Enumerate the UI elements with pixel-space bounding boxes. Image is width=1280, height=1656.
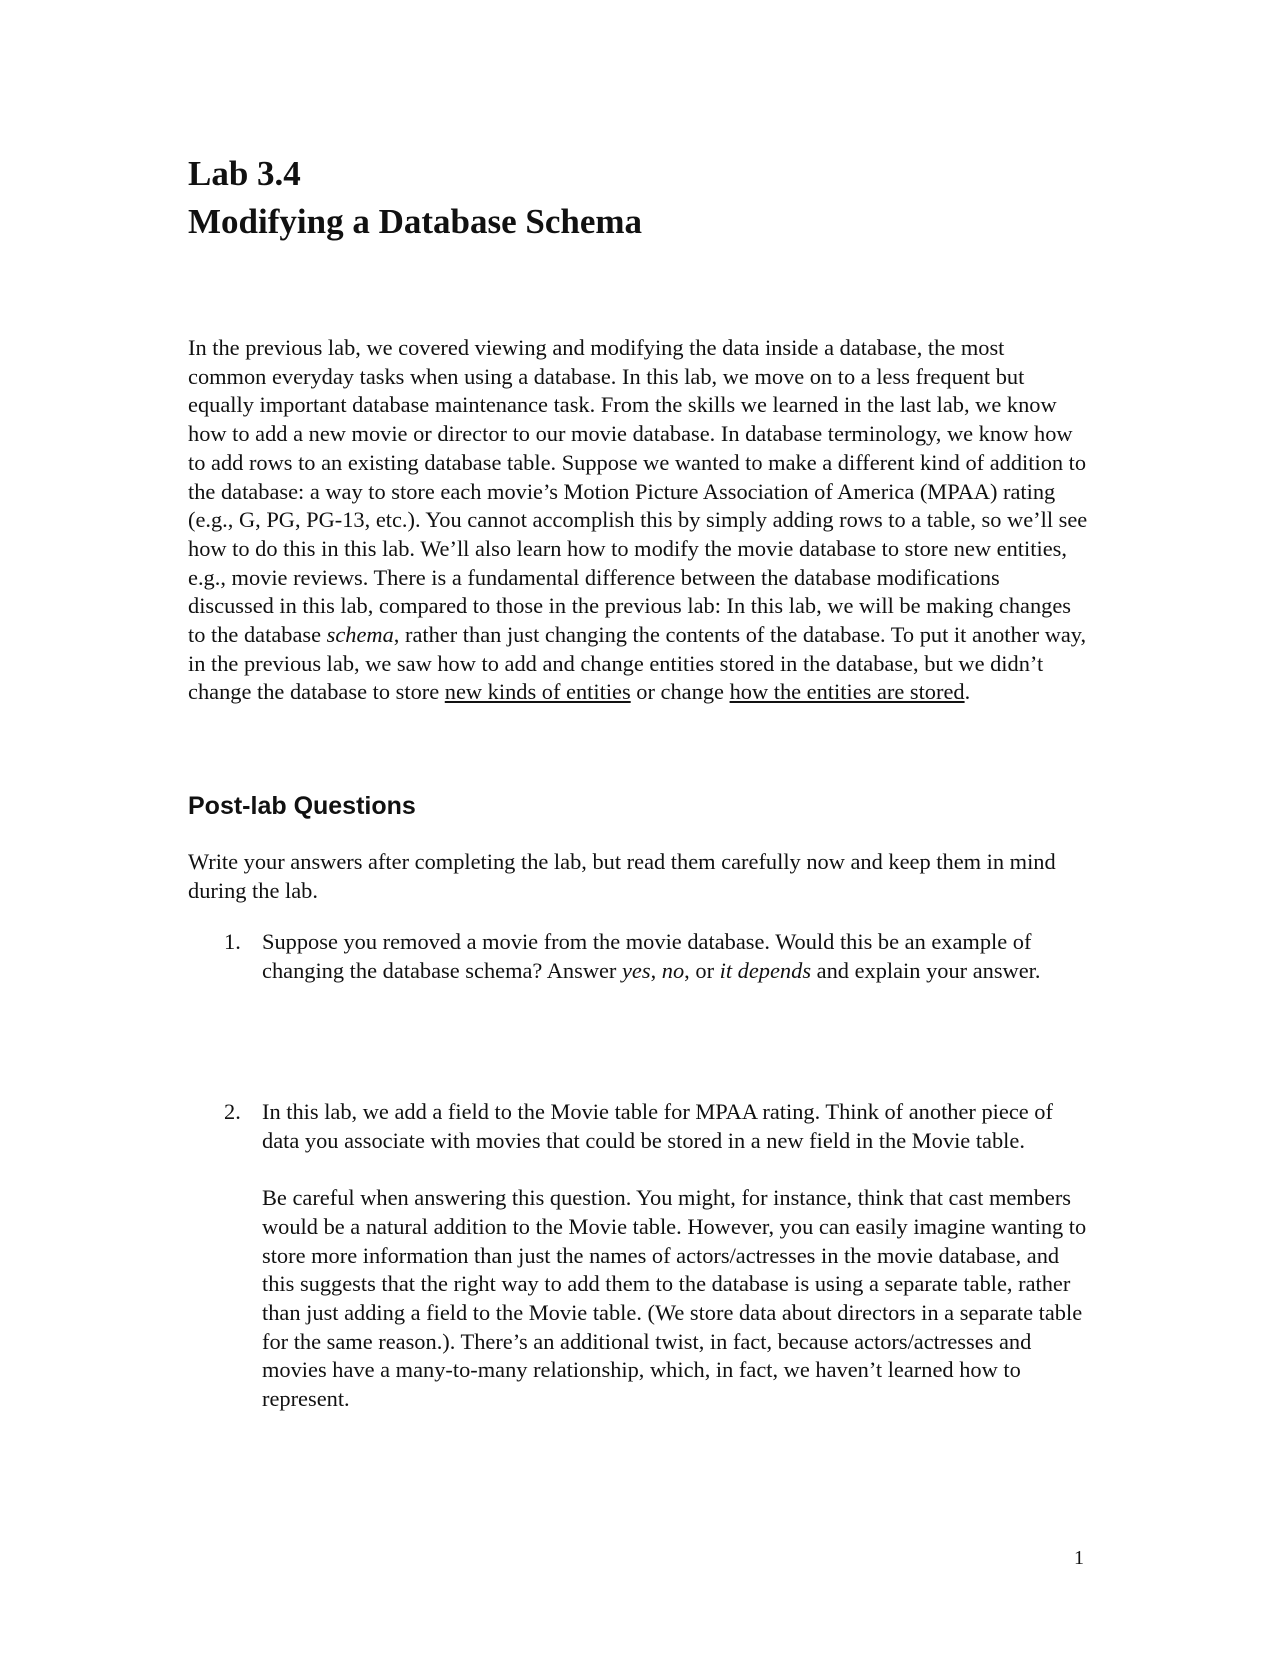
intro-text-1: In the previous lab, we covered viewing and modifying the data inside a database, the most common everyday tasks when using a database. In this lab, we move on to a less frequent but equally important database maintenance task. From the skills we learned in the last lab, we know how to add a new movie or director to our movie database. In database terminology, we know how to add rows to an existing database table. Suppose we wanted to make a different kind of addition to the database: a way to store each movie’s Motion Picture Association of America (MPAA) rating (e.g., G, PG, PG-13, etc.). You cannot accomplish this by simply adding rows to a table, so we’ll see how to do this in this lab. We’ll also learn how to modify the movie database to store new entities, e.g., movie reviews. There is a fundamental difference between the database modifications discussed in this lab, compared to those in the previous lab: In this lab, we will be making changes to the database — [188, 335, 1088, 648]
question-1-prompt: Suppose you removed a movie from the movie database. Would this be an example of changing the database schema? Answer — [262, 929, 1032, 983]
question-1-text — [262, 928, 1088, 985]
lab-subject-title: Modifying a Database Schema — [188, 202, 643, 241]
question-1 — [188, 928, 1088, 985]
page-number: 1 — [1074, 1547, 1084, 1569]
intro-text-2: , rather than just changing the contents of the database. To put it another way, in the previous lab, we saw how to add and change entities stored in the database, but we didn’t change the database to store — [188, 622, 1087, 705]
question-1-number: 1. — [224, 929, 241, 954]
intro-schema-emphasis: schema — [326, 622, 394, 648]
question-1-body — [262, 928, 1088, 985]
answer-option-no: no — [661, 957, 685, 983]
intro-underline-new-kinds: new kinds of entities — [444, 679, 631, 705]
question-2-paragraph-1: In this lab, we add a field to the Movie table for MPAA rating. Think of another piece of data you associate with movies that could be stored in a new field in the Movie table. — [262, 1099, 1053, 1153]
post-lab-heading: Post-lab Questions — [188, 792, 416, 820]
question-1-tail: and explain your answer. — [811, 957, 1041, 983]
question-2 — [188, 1098, 1088, 1414]
title-block — [188, 150, 1088, 246]
answer-option-yes: yes — [621, 957, 651, 983]
answer-option-it-depends: it depends — [719, 957, 812, 983]
lab-number-title: Lab 3.4 — [188, 154, 301, 193]
question-1-sep-2: , or — [684, 957, 720, 983]
question-2-body — [262, 1098, 1088, 1414]
question-1-sep-1: , — [650, 957, 662, 983]
intro-text-end: . — [964, 679, 971, 705]
intro-text-3: or change — [630, 679, 730, 705]
intro-paragraph — [188, 334, 1088, 707]
intro-underline-how-stored: how the entities are stored — [729, 679, 965, 705]
question-2-number: 2. — [224, 1099, 241, 1124]
question-2-paragraph-2: Be careful when answering this question. You might, for instance, think that cast members would be a natural addition to the Movie table. However, you can easily imagine wanting to store more information than just the names of actors/actresses in the movie database, and this suggests that the right way to add them to the database is using a separate table, rather than just adding a field to the Movie table. (We store data about directors in a separate table for the same reason.). There’s an additional twist, in fact, because actors/actresses and movies have a many-to-many relationship, which, in fact, we haven’t learned how to represent. — [262, 1185, 1087, 1412]
post-lab-instructions: Write your answers after completing the lab, but read them carefully now and keep them in mind during the lab. — [188, 849, 1056, 903]
